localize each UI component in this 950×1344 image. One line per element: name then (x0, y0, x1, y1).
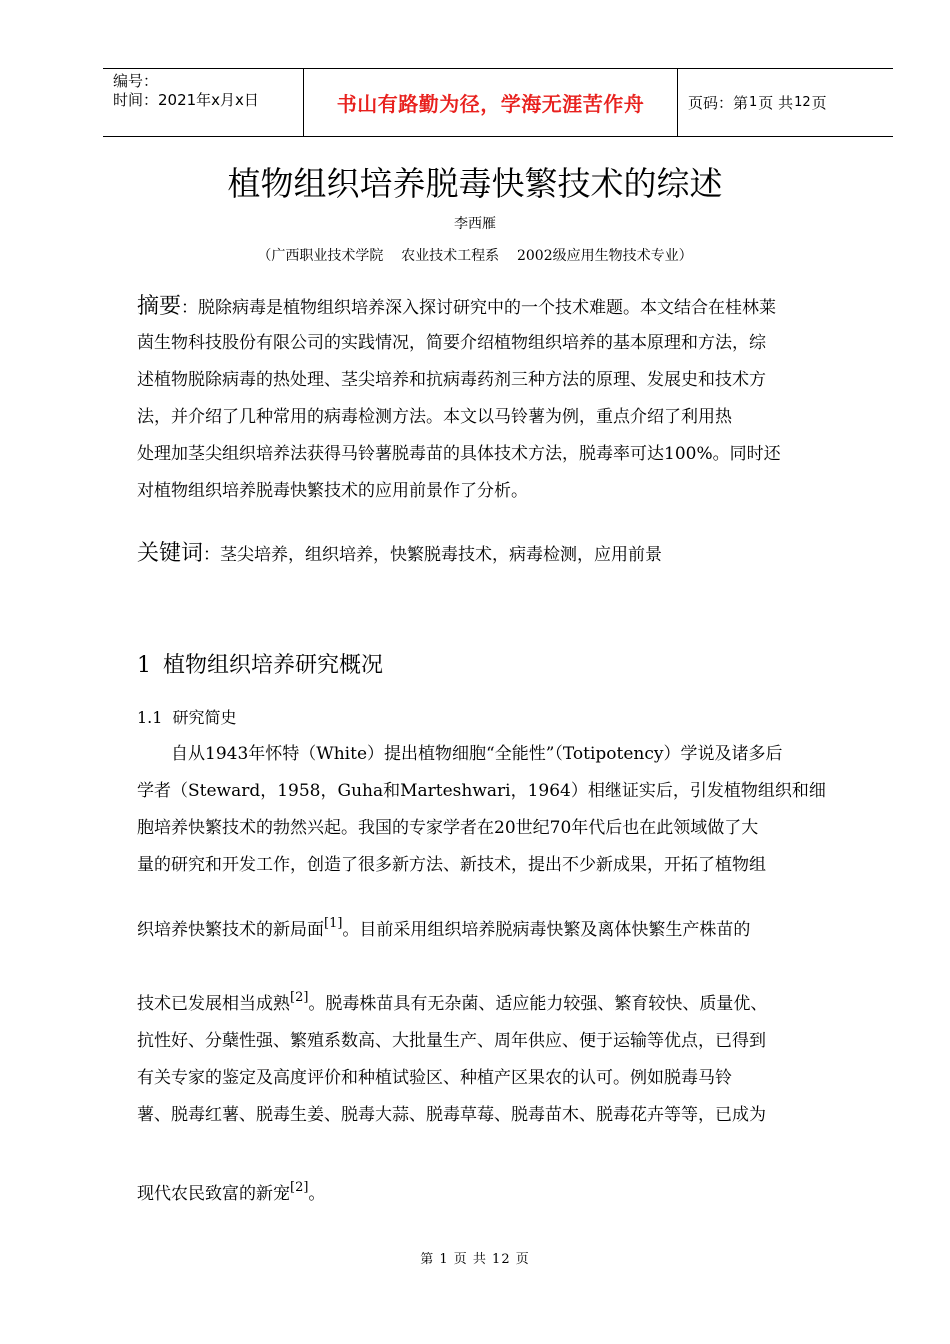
abstract-line: 法，并介绍了几种常用的病毒检测方法。本文以马铃薯为例，重点介绍了利用热 (137, 407, 732, 427)
document-title: 植物组织培养脱毒快繁技术的综述 (227, 164, 723, 203)
page-prefix: 页码：第 (688, 94, 749, 112)
keywords-paragraph (137, 535, 877, 572)
page-total: 12 (794, 95, 811, 110)
body-line: 自从1943年怀特（White）提出植物细胞“全能性”（Totipotency）学说及诸多后 (171, 744, 783, 764)
body-text: 。脱毒株苗具有无杂菌、适应能力较强、繁育较快、质量优、 (308, 994, 768, 1014)
page-number: 1 (749, 95, 758, 110)
body-line: 薯、脱毒红薯、脱毒生姜、脱毒大蒜、脱毒草莓、脱毒苗木、脱毒花卉等等，已成为 (137, 1105, 766, 1125)
abstract-colon: ： (181, 298, 199, 318)
keywords-text: 茎尖培养，组织培养，快繁脱毒技术，病毒检测，应用前景 (220, 545, 663, 565)
body-line: 抗性好、分蘖性强、繁殖系数高、大批量生产、周年供应、便于运输等优点，已得到 (137, 1031, 766, 1051)
body-paragraph-continued (137, 1176, 877, 1213)
section-number: 1 (137, 653, 151, 678)
body-text: 现代农民致富的新宠 (137, 1184, 290, 1204)
body-text: 。目前采用组织培养脱病毒快繁及离体快繁生产株苗的 (342, 920, 751, 940)
body-paragraph-continued (137, 912, 877, 949)
abstract-paragraph (137, 288, 877, 510)
section-title: 植物组织培养研究概况 (163, 653, 384, 678)
abstract-label: 摘要 (137, 294, 182, 319)
body-text: 。 (308, 1184, 326, 1204)
date-label: 时间：2021年x月x日 (113, 91, 259, 109)
citation-ref: [1] (324, 916, 343, 931)
page-suffix: 页 (811, 94, 827, 112)
header-page-info (678, 69, 893, 136)
subsection-heading (137, 705, 236, 731)
abstract-line: 对植物组织培养脱毒快繁技术的应用前景作了分析。 (137, 481, 528, 501)
subsection-title: 研究简史 (172, 708, 237, 727)
abstract-line: 茵生物科技股份有限公司的实践情况，简要介绍植物组织培养的基本原理和方法，综 (137, 333, 766, 353)
page-footer: 第 1 页 共 12 页 (420, 1252, 530, 1267)
abstract-text: 脱除病毒是植物组织培养深入探讨研究中的一个技术难题。本文结合在桂林莱 (198, 298, 777, 318)
author-name: 李西雁 (454, 216, 496, 232)
document-header (103, 68, 893, 137)
body-line (137, 1176, 877, 1213)
body-paragraph-continued (137, 986, 877, 1134)
body-line: 量的研究和开发工作，创造了很多新方法、新技术，提出不少新成果，开拓了植物组 (137, 855, 766, 875)
abstract-line (137, 288, 877, 325)
keywords-line (137, 535, 877, 572)
author-affiliation: （广西职业技术学院 农业技术工程系 2002级应用生物技术专业） (257, 248, 693, 264)
body-line: 胞培养快繁技术的勃然兴起。我国的专家学者在20世纪70年代后也在此领域做了大 (137, 818, 759, 838)
section-heading (137, 648, 383, 684)
header-meta-cell (103, 69, 304, 136)
body-line: 有关专家的鉴定及高度评价和种植试验区、种植产区果农的认可。例如脱毒马铃 (137, 1068, 732, 1088)
subsection-number: 1.1 (137, 708, 163, 727)
abstract-line: 述植物脱除病毒的热处理、茎尖培养和抗病毒药剂三种方法的原理、发展史和技术方 (137, 370, 766, 390)
body-text: 织培养快繁技术的新局面 (137, 920, 324, 940)
number-label: 编号： (113, 72, 159, 90)
header-motto: 书山有路勤为径，学海无涯苦作舟 (304, 69, 678, 136)
citation-ref: [2] (290, 990, 309, 1005)
keywords-label: 关键词 (137, 541, 204, 566)
keywords-colon: ： (203, 545, 221, 565)
body-line (137, 912, 877, 949)
body-line (137, 986, 877, 1023)
page-mid: 页 共 (758, 94, 794, 112)
body-paragraph (137, 736, 877, 884)
body-line: 学者（Steward，1958，Guha和Marteshwari，1964）相继证实后，引发植物组织和细 (137, 781, 826, 801)
abstract-line: 处理加茎尖组织培养法获得马铃薯脱毒苗的具体技术方法，脱毒率可达100%。同时还 (137, 444, 781, 464)
body-text: 技术已发展相当成熟 (137, 994, 290, 1014)
citation-ref: [2] (290, 1180, 309, 1195)
